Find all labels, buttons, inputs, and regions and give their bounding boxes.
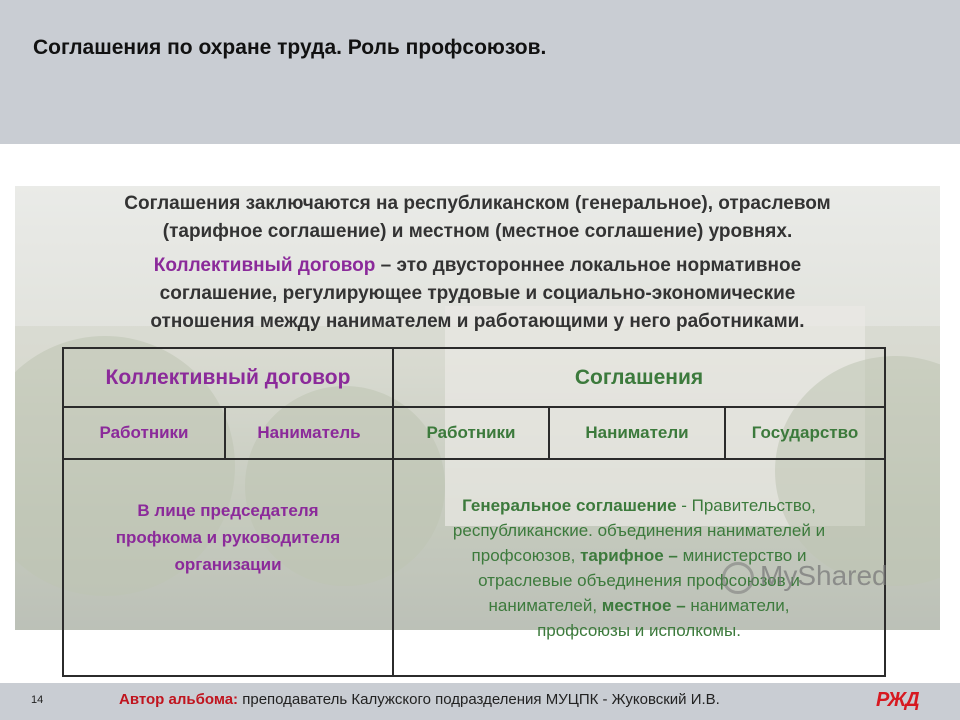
table-header-row [63,348,885,407]
definition-term: Коллективный договор [153,255,376,276]
body-left-line: профкома и руководителя [115,528,341,547]
tariff-term: тарифное – [580,545,678,565]
intro-line: Соглашения заключаются на республиканском (генеральное), отраслевом [124,193,831,214]
body-right-line: профсоюзы и исполкомы. [537,620,741,640]
intro-paragraph [15,190,940,246]
body-text: нанимателей, [488,595,602,615]
definition-line: отношения между нанимателем и работающими у него работниками. [150,311,805,332]
body-text: наниматели, [685,595,790,615]
body-right-line: отраслевые объединения профсоюзов и [478,570,800,590]
body-left-line: В лице председателя [137,501,319,520]
body-text: - Правительство, [676,495,816,515]
subheader-cell: Работники [63,407,225,459]
definition-paragraph [15,252,940,336]
comparison-table [62,347,886,677]
body-right-line [394,493,884,518]
watermark-text: MyShared [760,560,888,591]
definition-line [15,252,940,280]
subheader-cell: Наниматели [549,407,725,459]
body-left-line: организации [174,555,282,574]
definition-text: – это двустороннее локальное нормативное [375,255,802,276]
intro-line: (тарифное соглашение) и местном (местное соглашение) уровнях. [162,221,793,242]
slide-title: Соглашения по охране труда. Роль профсоюзов. [33,36,547,59]
header-collective-agreement: Коллективный договор [63,348,393,407]
table-subheader-row [63,407,885,459]
body-right-line: республиканские. объединения нанимателей и [452,520,826,540]
footer-band [0,683,960,720]
page-number: 14 [31,694,44,706]
body-right-line [394,593,884,618]
watermark-icon [722,562,754,594]
header-band [0,0,960,144]
subheader-cell: Государство [725,407,885,459]
local-term: местное – [601,595,686,615]
rzd-logo: РЖД [876,689,919,711]
author-label: Автор альбома: [119,691,239,708]
subheader-cell: Работники [393,407,549,459]
general-agreement-term: Генеральное соглашение [462,495,677,515]
subheader-cell: Наниматель [225,407,393,459]
header-agreements: Соглашения [393,348,885,407]
body-left-cell [63,459,393,676]
definition-line: соглашение, регулирующее трудовые и социально-экономические [159,283,796,304]
body-text: профсоюзов, [471,545,581,565]
author-text: преподаватель Калужского подразделения МУЦПК - Жуковский И.В. [238,691,720,708]
body-text: министерство и [677,545,807,565]
author-credit [119,691,720,708]
